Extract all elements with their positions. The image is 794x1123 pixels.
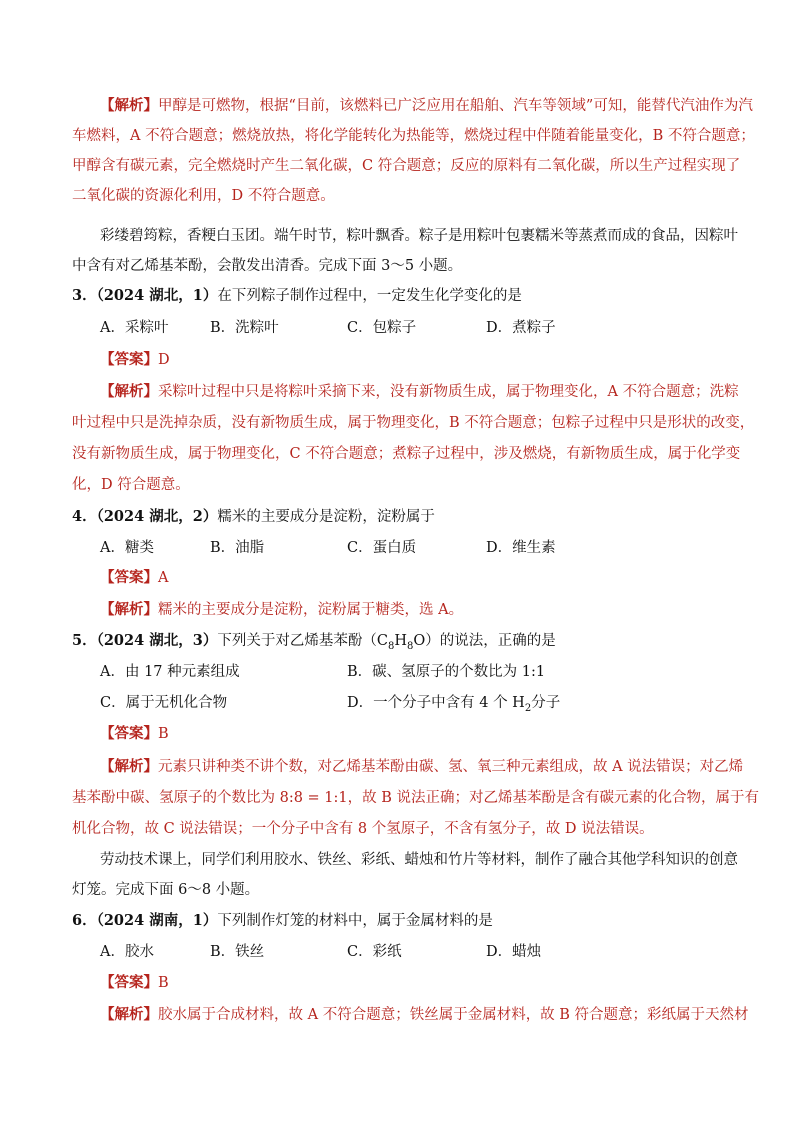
analysis-tag: 【解析】	[100, 97, 158, 114]
q5-stem: 5．（2024 湖北，3）下列关于对乙烯基苯酚$(C_8H_8O)$的说法，正确的是	[72, 632, 556, 652]
q3-option-b: B．洗粽叶	[210, 320, 279, 336]
q5-option-d: D．一个分子中含有 4 个 $H_2$分子	[347, 695, 561, 714]
q4-option-a: A．糖类	[100, 540, 154, 556]
passage2-line-2: 灯笼。完成下面 6～8 小题。	[72, 882, 260, 898]
q6-analysis-line-1: 【解析】胶水属于合成材料，故 A 不符合题意；铁丝属于金属材料，故 B 符合题意；彩纸属于天然材	[100, 1006, 749, 1023]
passage1-line-2: 中含有对乙烯基苯酚，会散发出清香。完成下面 3～5 小题。	[72, 258, 463, 274]
q3-analysis-line-1: 【解析】采粽叶过程中只是将粽叶采摘下来，没有新物质生成，属于物理变化，A 不符合题意；洗粽	[100, 383, 739, 400]
q3-stem: 3．（2024 湖北，1）在下列粽子制作过程中，一定发生化学变化的是	[72, 287, 522, 304]
q6-option-c: C．彩纸	[347, 944, 402, 960]
q3-answer: 【答案】D	[100, 351, 170, 368]
q4-stem: 4．（2024 湖北，2）糯米的主要成分是淀粉，淀粉属于	[72, 508, 435, 525]
q5-option-c: C．属于无机化合物	[100, 695, 228, 711]
q2-analysis-line-2: 车燃料，A 不符合题意；燃烧放热，将化学能转化为热能等，燃烧过程中伴随着能量变化，B 不符合题意；	[72, 128, 755, 144]
q4-analysis-line-1: 【解析】糯米的主要成分是淀粉，淀粉属于糖类，选 A。	[100, 601, 464, 618]
q4-option-b: B．油脂	[210, 540, 265, 556]
passage1-line-1: 彩缕碧筠粽，香粳白玉团。端午时节，粽叶飘香。粽子是用粽叶包裹糯米等蒸煮而成的食品，因粽叶	[100, 228, 738, 244]
q4-answer: 【答案】A	[100, 569, 169, 586]
q5-source: （2024 湖北，3）	[96, 632, 218, 649]
q6-answer: 【答案】B	[100, 974, 169, 991]
q2-analysis-line-3: 甲醇含有碳元素，完全燃烧时产生二氧化碳，C 符合题意；反应的原料有二氧化碳，所以生产过程实现了	[72, 158, 741, 174]
q5-option-a: A．由 17 种元素组成	[100, 664, 240, 680]
q2-analysis-line-1: 【解析】甲醇是可燃物，根据“目前，该燃料已广泛应用在船舶、汽车等领域”可知，能替代汽油作为汽	[100, 97, 753, 114]
q5-answer: 【答案】B	[100, 725, 169, 742]
q3-analysis-line-2: 叶过程中只是洗掉杂质，没有新物质生成，属于物理变化，B 不符合题意；包粽子过程中只是形状的改变，	[72, 415, 755, 431]
q4-source: （2024 湖北，2）	[96, 508, 218, 525]
q3-option-a: A．采粽叶	[100, 320, 169, 336]
q4-option-c: C．蛋白质	[347, 540, 417, 556]
q5-option-b: B．碳、氢原子的个数比为 1:1	[347, 664, 546, 680]
q5-analysis-line-2: 基苯酚中碳、氢原子的个数比为 8:8 = 1:1，故 B 说法正确；对乙烯基苯酚是含有碳元素的化合物，属于有	[72, 790, 760, 806]
q3-analysis-line-3: 没有新物质生成，属于物理变化，C 不符合题意；煮粽子过程中，涉及燃烧，有新物质生成，属于化学变	[72, 446, 741, 462]
q4-option-d: D．维生素	[486, 540, 556, 556]
q3-source: （2024 湖北，1）	[96, 287, 218, 304]
q6-option-b: B．铁丝	[210, 944, 265, 960]
q6-source: （2024 湖南，1）	[96, 912, 218, 929]
q5-analysis-line-3: 机化合物，故 C 说法错误；一个分子中含有 8 个氢原子，不含有氢分子，故 D 说法错误。	[72, 821, 654, 837]
q5-analysis-line-1: 【解析】元素只讲种类不讲个数，对乙烯基苯酚由碳、氢、氧三种元素组成，故 A 说法错误；对乙烯	[100, 758, 744, 775]
passage2-line-1: 劳动技术课上，同学们利用胶水、铁丝、彩纸、蜡烛和竹片等材料，制作了融合其他学科知识的创意	[100, 852, 738, 868]
q2-analysis-line-4: 二氧化碳的资源化利用，D 不符合题意。	[72, 188, 335, 204]
q3-option-c: C．包粽子	[347, 320, 417, 336]
q3-option-d: D．煮粽子	[486, 320, 556, 336]
q6-option-d: D．蜡烛	[486, 944, 542, 960]
q6-stem: 6．（2024 湖南，1）下列制作灯笼的材料中，属于金属材料的是	[72, 912, 493, 929]
q3-analysis-line-4: 化，D 符合题意。	[72, 477, 190, 493]
q6-option-a: A．胶水	[100, 944, 154, 960]
